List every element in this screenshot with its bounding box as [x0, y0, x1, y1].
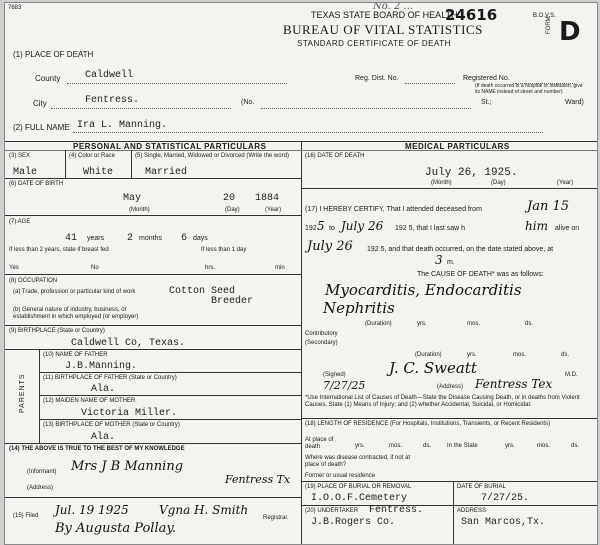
physician-sign-date: 7/27/25	[323, 379, 366, 392]
sex-label: (3) SEX	[9, 153, 31, 159]
county-value: Caldwell	[85, 70, 134, 81]
dob-month: May	[123, 193, 142, 204]
informant-address: Fentress Tx	[225, 473, 291, 486]
form-number: 7683	[8, 5, 22, 11]
city-value: Fentress.	[85, 95, 140, 106]
form-label: FORM	[546, 16, 552, 34]
in-state-label: In the State	[447, 443, 478, 449]
color-label: (4) Color or Race	[69, 153, 116, 159]
age-years-label: years	[87, 235, 105, 242]
occupation-label: (8) OCCUPATION	[9, 278, 58, 284]
hospital-note: (If death occurred in a hospital or institution, give its NAME instead of street and number)	[475, 83, 583, 95]
occupation-value-2: Breeder	[211, 296, 254, 307]
age-months-label: months	[139, 235, 162, 242]
county-label: County	[35, 74, 61, 83]
hrs-label: hrs.	[205, 265, 216, 271]
dob-month-label: (Month)	[129, 207, 150, 213]
reg-dist-label: Reg. Dist. No.	[355, 75, 399, 82]
city-label: City	[33, 99, 47, 108]
date-of-burial-value: 7/27/25.	[481, 493, 530, 504]
certify-text: (17) I HEREBY CERTIFY, That I attended deceased from	[305, 206, 482, 213]
min-label: min	[275, 265, 285, 271]
age-years: 41	[65, 233, 78, 244]
alive-on-label: alive on	[555, 225, 580, 232]
death-certificate	[4, 2, 598, 545]
dob-year: 1884	[255, 193, 280, 204]
date-of-burial-label: DATE OF BURIAL	[457, 484, 506, 490]
mother-birthplace-label: (13) BIRTHPLACE OF MOTHER (State or Country)	[43, 422, 180, 428]
birthplace-label: (9) BIRTHPLACE (State or Country)	[9, 328, 105, 334]
personal-section-title: PERSONAL AND STATISTICAL PARTICULARS	[73, 142, 267, 151]
father-value: J.B.Manning.	[65, 361, 138, 372]
age-label: (7) AGE	[9, 219, 31, 225]
dob-label: (6) DATE OF BIRTH	[9, 181, 64, 187]
undertaker-location: Fentress.	[369, 505, 424, 516]
yrs-label-2: yrs.	[467, 352, 477, 358]
dod-day-label: (Day)	[491, 180, 506, 186]
residence-yrs-label: yrs.	[355, 443, 365, 449]
occupation-b-label: (b) General nature of industry, business, or establishment in which employed (or employer)	[13, 307, 139, 320]
state-mos-label: mos.	[537, 443, 551, 449]
full-name-value: Ira L. Manning.	[77, 120, 168, 131]
burial-place-value: I.O.O.F.Cemetery	[311, 493, 408, 504]
physician-address-label: (Address)	[437, 384, 464, 390]
to-label: to	[329, 225, 335, 232]
dob-day-label: (Day)	[225, 207, 240, 213]
contracted-label: Where was disease contracted, if not at place of death?	[305, 455, 411, 468]
bovs-label: B.O.V.S.	[533, 13, 556, 19]
father-birthplace-label: (11) BIRTHPLACE OF FATHER (State or Country)	[43, 375, 177, 381]
last-saw-value: him	[525, 219, 548, 233]
father-label: (10) NAME OF FATHER	[43, 352, 108, 358]
at-place-label: At place of death	[305, 437, 334, 450]
mos-label-2: mos.	[513, 352, 527, 358]
certify-year-prefix: 192	[305, 225, 317, 232]
dob-year-label: (Year)	[265, 207, 282, 213]
full-name-label: (2) FULL NAME	[13, 123, 70, 132]
duration-label: (Duration)	[365, 321, 392, 327]
filed-date: Jul. 19 1925	[55, 503, 129, 517]
age-days: 6	[181, 233, 188, 244]
bureau-title: BUREAU OF VITAL STATISTICS	[283, 22, 483, 37]
age-months: 2	[127, 233, 134, 244]
residence-mos-label: mos.	[389, 443, 403, 449]
dob-day: 20	[223, 193, 236, 204]
mother-label: (12) MAIDEN NAME OF MOTHER	[43, 398, 136, 404]
undertaker-value: J.B.Rogers Co.	[311, 517, 396, 528]
registered-label: Registered No.	[463, 75, 510, 82]
mother-birthplace-value: Ala.	[91, 432, 116, 443]
attended-from-date: Jan 15	[527, 199, 570, 214]
true-statement-label: (14) THE ABOVE IS TRUE TO THE BEST OF MY KNOWLEDGE	[9, 446, 185, 452]
physician-address: Fentress Tex	[475, 377, 553, 391]
registrar-label: Registrar.	[263, 515, 289, 521]
standard-title: STANDARD CERTIFICATE OF DEATH	[297, 39, 451, 48]
cause-primary: Myocarditis, Endocarditis	[325, 281, 522, 299]
marital-label: (5) Single, Married, Widowed or Divorced (Write the word)	[135, 153, 289, 159]
undertaker-label: (20) UNDERTAKER	[305, 508, 359, 514]
state-board-title: TEXAS STATE BOARD OF HEALTH	[311, 10, 458, 20]
registrar-signature: Vgna H. Smith	[159, 503, 249, 517]
cause-intro: The CAUSE OF DEATH* was as follows:	[417, 271, 544, 278]
date-of-death-value: July 26, 1925.	[425, 167, 518, 179]
md-label: M.D.	[565, 372, 578, 378]
medical-section-title: MEDICAL PARTICULARS	[405, 142, 510, 151]
ward-label: Ward)	[565, 99, 584, 106]
sex-value: Male	[13, 167, 38, 178]
former-residence-label: Former or usual residence	[305, 473, 376, 479]
color-value: White	[83, 167, 114, 178]
contributory-label: Contributory	[305, 331, 338, 337]
birthplace-value: Caldwell Co, Texas.	[71, 338, 186, 349]
filed-label: (15) Filed	[13, 513, 39, 519]
dod-year-label: (Year)	[557, 180, 574, 186]
age-note-less-than-day: If less than 1 day	[201, 247, 247, 253]
attended-to-date: July 26	[341, 219, 384, 233]
parents-label: PARENTS	[19, 373, 26, 413]
state-yrs-label: yrs.	[505, 443, 515, 449]
undertaker-address-label: ADDRESS	[457, 508, 487, 514]
st-label: St.;	[481, 99, 492, 106]
deputy-signature: By Augusta Pollay.	[55, 521, 177, 536]
ds-label-2: ds.	[561, 352, 570, 358]
death-occurred-text: 192 5, and that death occurred, on the date stated above, at	[367, 246, 554, 253]
cause-secondary-disease: Nephritis	[323, 299, 395, 317]
cause-footnote: *Use International List of Causes of Death—State the Disease Causing Death, or in deaths from Violent Causes, State (1) Means of Injury; and (2) whether Accidental, Suicidal, or Homicidal.	[305, 395, 580, 408]
attended-year: 5	[317, 219, 325, 233]
signed-label: (Signed)	[323, 372, 346, 378]
undertaker-address-value: San Marcos,Tx.	[461, 517, 546, 528]
secondary-label: (Secondary)	[305, 340, 338, 346]
date-of-death-label: (16) DATE OF DEATH	[305, 153, 365, 159]
age-days-label: days	[193, 235, 208, 242]
informant-signature: Mrs J B Manning	[71, 459, 184, 474]
age-note-breastfed: If less than 2 years, state if breast fed	[9, 247, 109, 253]
informant-address-label: (Address)	[27, 485, 54, 491]
father-birthplace-value: Ala.	[91, 384, 116, 395]
dod-month-label: (Month)	[431, 180, 452, 186]
no-label-small: No	[91, 265, 99, 271]
marital-value: Married	[145, 167, 188, 178]
form-letter: D	[559, 17, 581, 47]
time-m-label: m.	[447, 259, 455, 266]
certificate-number: 24616	[445, 6, 498, 24]
burial-place-label: (19) PLACE OF BURIAL OR REMOVAL	[305, 484, 412, 490]
ds-label: ds.	[525, 321, 534, 327]
residence-label: (18) LENGTH OF RESIDENCE (For Hospitals, Institutions, Transients, or Recent Residents)	[305, 421, 551, 427]
residence-ds-label: ds.	[423, 443, 432, 449]
occupation-value: Cotton Seed	[169, 286, 236, 297]
last-saw-text: 192 5, that I last saw h	[395, 225, 466, 232]
no-label: (No.	[241, 99, 255, 106]
physician-signature: J. C. Sweatt	[389, 359, 477, 377]
yrs-label: yrs.	[417, 321, 427, 327]
mos-label: mos.	[467, 321, 481, 327]
mother-value: Victoria Miller.	[81, 408, 178, 419]
top-corner-note: No. 2 ...	[373, 2, 414, 12]
yes-label: Yes	[9, 265, 19, 271]
informant-label: (Informant)	[27, 469, 57, 475]
occupation-a-label: (a) Trade, profession or particular kind of work	[13, 289, 136, 295]
state-ds-label: ds.	[571, 443, 580, 449]
death-time: 3	[435, 253, 443, 267]
duration-label-2: (Duration)	[415, 352, 442, 358]
alive-date: July 26	[307, 239, 353, 254]
place-of-death-section: (1) PLACE OF DEATH	[13, 50, 94, 59]
